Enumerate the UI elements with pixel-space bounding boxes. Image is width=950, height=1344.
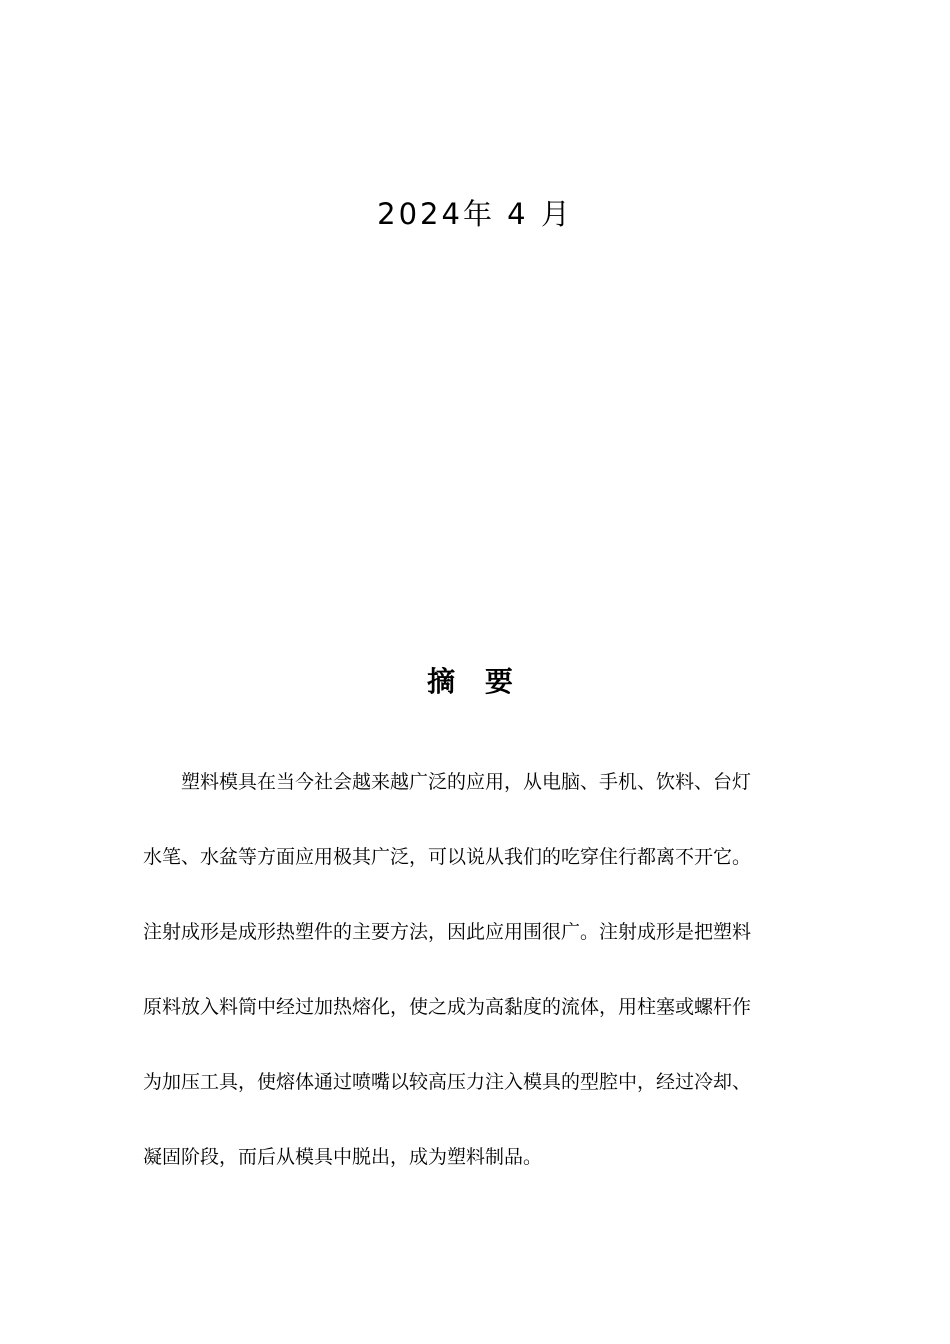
abstract-heading: 摘 要 bbox=[427, 665, 523, 698]
abstract-line: 为加压工具，使熔体通过喷嘴以较高压力注入模具的型腔中，经过冷却、 bbox=[143, 1071, 752, 1093]
abstract-line: 凝固阶段，而后从模具中脱出，成为塑料制品。 bbox=[143, 1146, 543, 1168]
abstract-line: 水笔、水盆等方面应用极其广泛，可以说从我们的吃穿住行都离不开它。 bbox=[143, 846, 752, 868]
abstract-line: 原料放入料筒中经过加热熔化，使之成为高黏度的流体，用柱塞或螺杆作 bbox=[143, 996, 752, 1018]
document-date: 2024年 4 月 bbox=[377, 197, 573, 231]
abstract-line: 塑料模具在当今社会越来越广泛的应用，从电脑、手机、饮料、台灯 bbox=[181, 771, 752, 793]
abstract-paragraph bbox=[143, 764, 807, 1214]
abstract-line: 注射成形是成形热塑件的主要方法，因此应用围很广。注射成形是把塑料 bbox=[143, 921, 752, 943]
